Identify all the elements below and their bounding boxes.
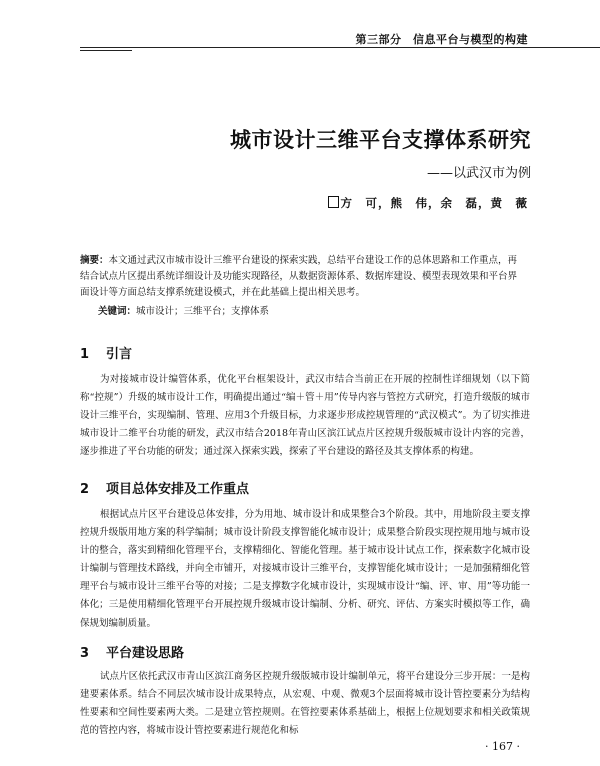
section-number: 3	[80, 646, 90, 661]
keywords-text: 城市设计；三维平台；支撑体系	[136, 306, 270, 317]
section-heading	[80, 343, 132, 362]
page-number: · 167 ·	[485, 740, 520, 753]
section-paragraph: 根据试点片区平台建设总体安排，分为用地、城市设计和成果整合3个阶段。其中，用地阶段主要支撑控规升级版用地方案的科学编制；城市设计阶段支撑智能化城市设计；成果整合阶段实现控规用地与城市设计的整合，落实到精细化管理平台，支撑精细化、智能化管理。基于城市设计试点工作，探索数字化城市设计编制与管理技术路线，并向全市铺开，对接城市设计三维平台，支撑智能化城市设计；一是加强精细化管理平台与城市设计三维平台等的对接；二是支撑数字化城市设计，实现城市设计“编、评、审、用”等功能一体化；三是使用精细化管理平台开展控规升级城市设计编制、分析、研究、评估、方案实时模拟等工作，确保规划编制质量。	[80, 509, 530, 629]
section-title: 项目总体安排及工作重点	[106, 482, 250, 497]
section-number: 1	[80, 347, 90, 362]
running-header: 第三部分 信息平台与模型的构建	[355, 33, 528, 46]
section-number: 2	[80, 482, 90, 497]
keywords	[98, 303, 269, 317]
section-title: 引言	[106, 347, 133, 362]
header-accent-rule	[80, 50, 132, 51]
article-title: 城市设计三维平台支撑体系研究	[230, 128, 531, 152]
section-heading	[80, 478, 249, 497]
abstract-label: 摘要：	[80, 255, 109, 266]
section-paragraph: 为对接城市设计编管体系，优化平台框架设计，武汉市结合当前正在开展的控制性详细规划（以下简称“控规”）升级的城市设计工作，明确提出通过“编＋管＋用”传导内容与管控方式研究，打造升级版的城市设计三维平台，实现编制、管理、应用3个升级目标，力求逐步形成控规管理的“武汉模式”。为了切实推进城市设计二维平台功能的研发，武汉市结合2018年青山区滨江试点片区控规升级版城市设计内容的完善，逐步推进了平台功能的研发；通过深入探索实践，探索了平台建设的路径及其支撑体系的构建。	[80, 374, 530, 458]
section-paragraph: 试点片区依托武汉市青山区滨江商务区控规升级版城市设计编制单元，将平台建设分三步开展：一是构建要素体系。结合不同层次城市设计成果特点，从宏观、中观、微观3个层面将城市设计管控要素分为结构性要素和空间性要素两大类。二是建立管控规则。在管控要素体系基础上，根据上位规划要求和相关政策规范的管控内容，将城市设计管控要素进行规范化和标	[80, 671, 530, 737]
header-rule	[80, 47, 600, 48]
section-heading	[80, 642, 184, 661]
abstract	[80, 253, 526, 301]
author-list	[328, 195, 529, 211]
article-subtitle: ——以武汉市为例	[426, 166, 531, 181]
author-marker-box	[328, 196, 339, 208]
keywords-label: 关键词：	[98, 306, 137, 317]
abstract-text: 本文通过武汉市城市设计三维平台建设的探索实践，总结平台建设工作的总体思路和工作重点，再结合试点片区提出系统详细设计及功能实现路径，从数据资源体系、数据库建设、模型表现效果和平台界面设计等方面总结支撑系统建设模式，并在此基础上提出相关思考。	[80, 255, 518, 298]
section-title: 平台建设思路	[106, 646, 185, 661]
authors-text: 方 可，熊 伟，余 磊，黄 薇	[340, 196, 528, 210]
